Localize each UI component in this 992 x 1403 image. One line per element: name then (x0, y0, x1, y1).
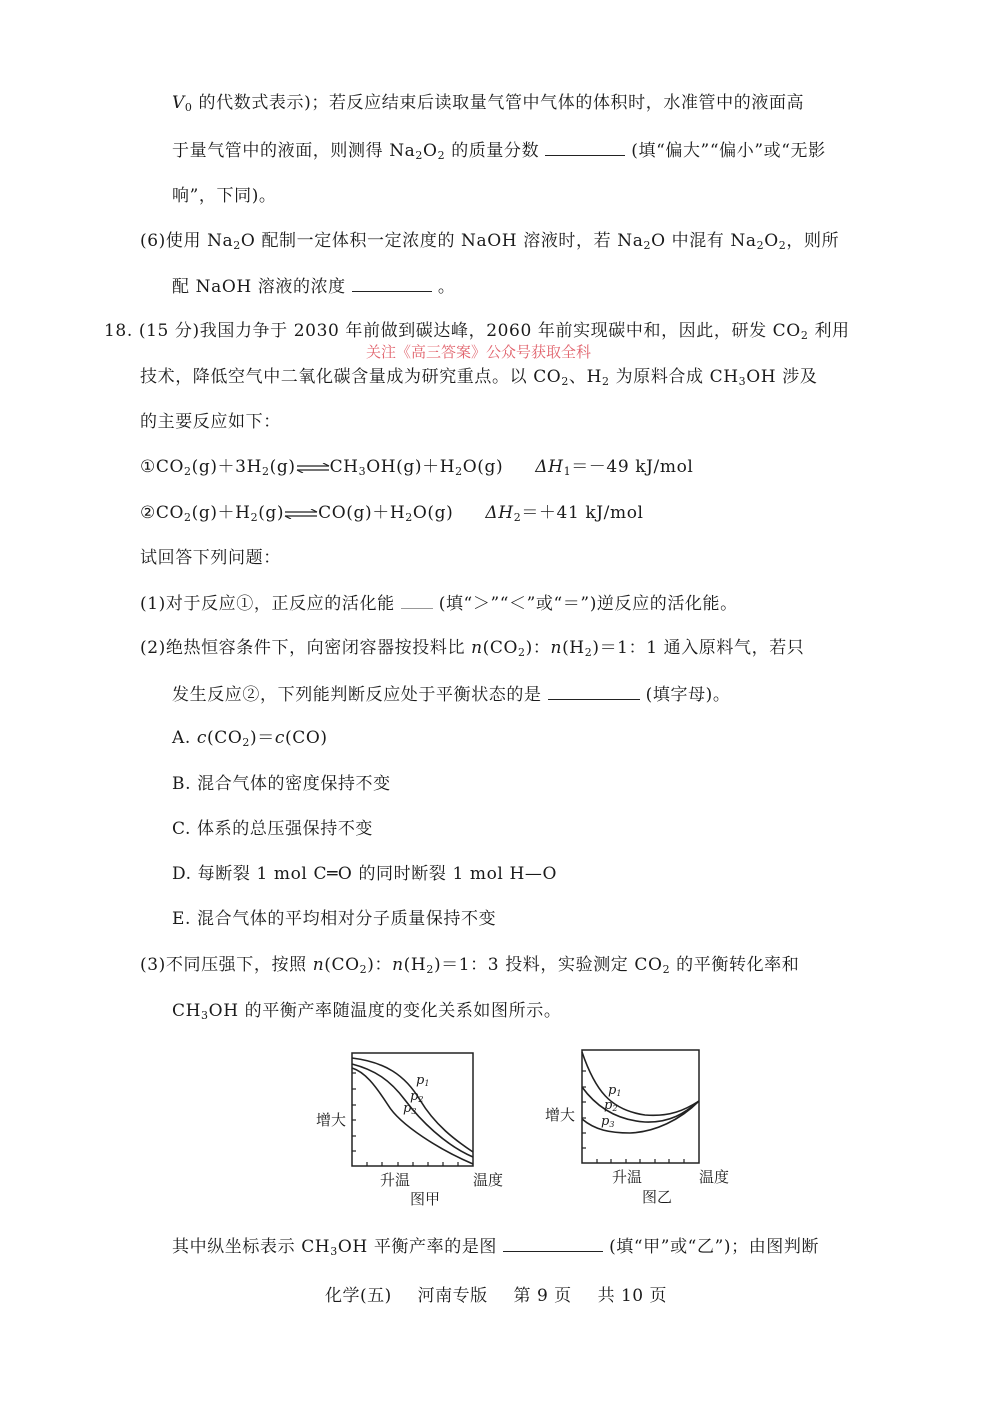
text: CO (155, 457, 184, 477)
text: 利用 (808, 321, 850, 341)
text: 为原料合成 CH (609, 367, 739, 387)
x-axis-label: 温度 (699, 1168, 730, 1186)
text: O(g) (412, 503, 454, 523)
text: OH 的平衡产率随温度的变化关系如图所示。 (208, 1001, 562, 1021)
legend-p3: $p_3$ (601, 1114, 615, 1129)
answer-blank[interactable] (401, 592, 433, 609)
equilibrium-arrow-icon (284, 503, 318, 525)
option-label: D. (172, 864, 192, 884)
text: 的平衡转化率和 (670, 955, 800, 975)
answer-blank[interactable] (545, 139, 625, 156)
x-annotation: 升温 (380, 1171, 411, 1189)
option-text: 混合气体的密度保持不变 (197, 774, 391, 794)
subscript: 2 (184, 511, 192, 524)
q17-line-3 (172, 185, 277, 207)
chart-yi-plot (535, 1035, 745, 1215)
subscript: 2 (405, 511, 413, 524)
variable-c: c (274, 728, 285, 748)
q18-intro-line-3 (140, 411, 281, 433)
sub-question-3-line-2 (172, 1000, 561, 1022)
option-text: 每断裂 1 mol C═O 的同时断裂 1 mol H—O (197, 864, 558, 884)
subscript: 2 (513, 511, 522, 524)
subscript: 2 (662, 963, 671, 976)
option-a (172, 727, 328, 749)
answer-blank[interactable] (548, 683, 640, 700)
text: 的主要反应如下： (140, 412, 281, 432)
subscript: 2 (426, 963, 434, 976)
text: (g) (269, 457, 296, 477)
variable-n: n (550, 638, 563, 658)
enthalpy-label: ΔH (535, 457, 564, 477)
chart-title: 图甲 (410, 1190, 441, 1208)
sub-question-2-line-2 (172, 683, 731, 706)
option-label: C. (172, 819, 192, 839)
q17-sub6-line-1 (140, 230, 839, 252)
text: 于量气管中的液面，则测得 Na (172, 141, 416, 161)
text: 响”，下同)。 (172, 186, 277, 206)
footer-page-number: 第 9 页 (513, 1286, 572, 1306)
text: 18. (15 分)我国力争于 2030 年前做到碳达峰，2060 年前实现碳中和，因此，研发 CO (104, 321, 801, 341)
subscript: 2 (602, 375, 610, 388)
subscript: 2 (250, 511, 259, 524)
variable-n: n (471, 638, 483, 658)
equilibrium-arrow-icon (296, 457, 330, 479)
option-label: B. (172, 774, 192, 794)
text: )： (367, 955, 393, 975)
text: OH 平衡产率的是图 (337, 1237, 498, 1257)
variable-c: c (196, 728, 208, 748)
subscript: 2 (415, 149, 424, 162)
legend-p3: $p_3$ (403, 1101, 417, 1116)
subscript: 2 (184, 465, 192, 478)
subscript: 2 (359, 963, 368, 976)
text: 试回答下列问题： (140, 548, 281, 568)
text: (CO (207, 728, 243, 748)
enthalpy-label: ΔH (485, 503, 514, 523)
option-e (172, 908, 496, 930)
enthalpy-value: ＝＋41 kJ/mol (521, 503, 644, 523)
option-c (172, 818, 373, 840)
sub-question-3-line-3 (172, 1235, 819, 1258)
q18-intro-line-2 (140, 366, 817, 388)
subscript: 2 (455, 465, 463, 478)
text: )： (525, 638, 551, 658)
text: (H (403, 955, 427, 975)
reaction-1 (140, 456, 693, 479)
subscript: 2 (778, 239, 787, 252)
option-text: 体系的总压强保持不变 (197, 819, 374, 839)
text: (g) (258, 503, 285, 523)
text: 发生反应②，下列能判断反应处于平衡状态的是 (172, 685, 542, 705)
option-text: 混合气体的平均相对分子质量保持不变 (197, 909, 497, 929)
q18-intro-line-1 (104, 320, 850, 342)
text: (1)对于反应①，正反应的活化能 (140, 594, 395, 614)
text: (CO (482, 638, 519, 658)
subscript: 2 (233, 239, 241, 252)
chart-jia (310, 1040, 520, 1215)
subscript: 2 (518, 646, 526, 659)
variable-v: V (172, 93, 185, 113)
sub-question-3-line-1 (140, 954, 799, 976)
text: (g)＋H (191, 503, 251, 523)
variable-n: n (392, 955, 404, 975)
subscript: 0 (184, 101, 193, 114)
y-axis-label: 增大 (545, 1106, 576, 1124)
text: (CO) (285, 728, 328, 748)
reaction-number: ② (140, 503, 156, 523)
subscript: 2 (437, 149, 446, 162)
subscript: 3 (330, 1245, 338, 1258)
x-axis-label: 温度 (473, 1171, 504, 1189)
text: 。 (437, 277, 456, 297)
legend-p1: $p_1$ (416, 1073, 430, 1088)
text: (6)使用 Na (140, 231, 234, 251)
sub-question-1 (140, 592, 738, 615)
text: O (423, 141, 438, 161)
option-label: E. (172, 909, 192, 929)
text: 的代数式表示)；若反应结束后读取量气管中气体的体积时，水准管中的液面高 (198, 93, 805, 113)
text: CO(g)＋H (318, 503, 406, 523)
subscript: 2 (800, 329, 809, 342)
text: OH 涉及 (746, 367, 818, 387)
subscript: 2 (643, 239, 652, 252)
text: 的质量分数 (445, 141, 540, 161)
chart-title: 图乙 (642, 1188, 673, 1206)
q17-line-1 (172, 92, 804, 114)
footer-edition: 河南专版 (417, 1286, 488, 1306)
option-label: A. (172, 728, 191, 748)
reaction-2 (140, 502, 644, 525)
subscript: 2 (756, 239, 765, 252)
subscript: 2 (242, 736, 251, 749)
text: ，则所 (786, 231, 840, 251)
text: (3)不同压强下，按照 (140, 955, 313, 975)
text: 其中纵坐标表示 CH (172, 1237, 331, 1257)
watermark-text: 关注《高三答案》公众号获取全科 (366, 343, 592, 361)
subscript: 2 (262, 465, 270, 478)
chart-yi (535, 1035, 745, 1215)
q17-line-2 (172, 139, 826, 162)
answer-blank[interactable] (352, 275, 432, 292)
text: (填“甲”或“乙”)；由图判断 (609, 1237, 820, 1257)
subscript: 2 (561, 375, 569, 388)
text: (H (562, 638, 585, 658)
text: (2)绝热恒容条件下，向密闭容器按投料比 (140, 638, 472, 658)
text: CO (155, 503, 184, 523)
subscript: 3 (201, 1009, 209, 1022)
legend-p2: $p_2$ (604, 1098, 618, 1113)
text: 、H (568, 367, 602, 387)
subscript: 3 (358, 465, 367, 478)
prompt-line (140, 547, 281, 569)
sub-question-2-line-1 (140, 637, 804, 659)
y-axis-label: 增大 (316, 1111, 347, 1129)
text: (填“偏大”“偏小”或“无影 (631, 141, 826, 161)
text: )＝1：3 投料，实验测定 CO (433, 955, 663, 975)
subscript: 2 (584, 646, 593, 659)
x-annotation: 升温 (612, 1168, 643, 1186)
text: O (764, 231, 779, 251)
q17-sub6-line-2 (172, 275, 455, 298)
text: (CO (324, 955, 360, 975)
text: )＝ (250, 728, 275, 748)
text: OH(g)＋H (366, 457, 456, 477)
variable-n: n (312, 955, 325, 975)
text: (填字母)。 (645, 685, 731, 705)
enthalpy-value: ＝－49 kJ/mol (571, 457, 694, 477)
text: CH (172, 1001, 202, 1021)
text: 技术，降低空气中二氧化碳含量成为研究重点。以 CO (140, 367, 562, 387)
reaction-number: ① (140, 457, 156, 477)
footer-subject: 化学(五) (324, 1286, 392, 1306)
page-footer (0, 1281, 992, 1306)
text: O(g) (462, 457, 504, 477)
legend-p2: $p_2$ (410, 1089, 424, 1104)
text: (填“＞”“＜”或“＝”)逆反应的活化能。 (438, 594, 738, 614)
text: O 中混有 Na (651, 231, 757, 251)
footer-total-pages: 共 10 页 (597, 1286, 668, 1306)
text: CH (329, 457, 359, 477)
text: (g)＋3H (191, 457, 262, 477)
option-d (172, 863, 557, 885)
text: )＝1：1 通入原料气，若只 (592, 638, 805, 658)
text: O 配制一定体积一定浓度的 NaOH 溶液时，若 Na (240, 231, 644, 251)
option-b (172, 773, 391, 795)
legend-p1: $p_1$ (608, 1083, 622, 1098)
answer-blank[interactable] (503, 1235, 603, 1252)
subscript: 1 (563, 465, 572, 478)
text: 配 NaOH 溶液的浓度 (172, 277, 346, 297)
subscript: 3 (738, 375, 747, 388)
